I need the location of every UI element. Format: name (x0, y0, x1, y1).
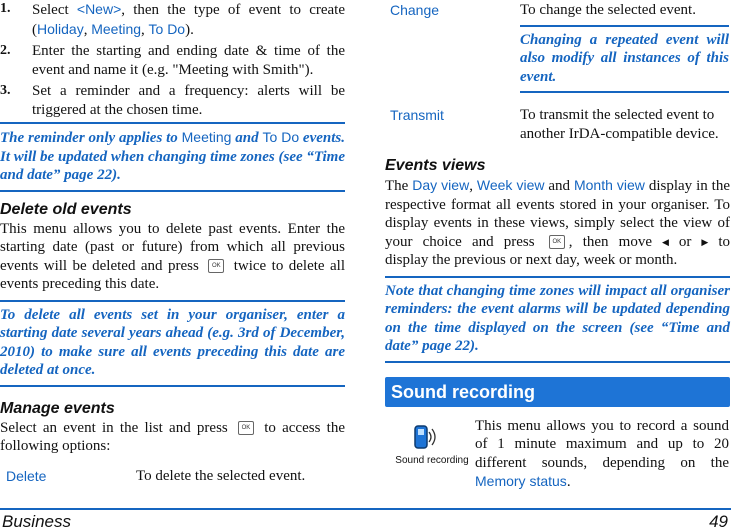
body-text: , (469, 178, 477, 194)
new-link[interactable]: <New> (76, 1, 122, 17)
manage-events-heading: Manage events (0, 399, 115, 417)
ok-key-icon: OK (208, 259, 224, 273)
footer-title: Business (2, 512, 71, 531)
option-row-change (385, 0, 730, 94)
options-table-left (0, 466, 345, 488)
holiday-link[interactable]: Holiday (37, 20, 84, 37)
change-option[interactable]: Change (390, 2, 440, 18)
sound-body (475, 417, 729, 492)
right-arrow-icon: ▶ (701, 236, 709, 247)
step-text: Select (32, 2, 77, 18)
week-view-link[interactable]: Week view (476, 177, 545, 193)
step-text: Set a reminder and a frequency: alerts will be triggered at the chosen time. (32, 83, 345, 118)
body-text: to access the following options: (0, 419, 345, 454)
sound-icon-label: Sound recording (395, 454, 469, 466)
meeting-link[interactable]: Meeting (181, 129, 232, 145)
options-table-right (385, 0, 730, 144)
events-views-body (385, 176, 730, 270)
ok-key-icon: OK (549, 235, 565, 249)
body-text: , then move (568, 233, 652, 250)
body-text: twice to delete all events preceding this date. (0, 257, 346, 292)
ok-key-icon: OK (238, 421, 254, 435)
delete-body (0, 220, 345, 294)
sound-recording-bar: Sound recording (385, 377, 730, 407)
body-text: The (385, 178, 413, 194)
step-number: 3. (0, 83, 11, 98)
events-views-heading: Events views (385, 157, 486, 174)
month-view-link[interactable]: Month view (573, 177, 645, 193)
meeting-link[interactable]: Meeting (91, 20, 142, 37)
manage-body (0, 419, 345, 456)
body-text: display in the respective format all events stored in your organiser. To display events in these views, simply select the view of your choice and press (385, 178, 730, 250)
option-row-delete (0, 466, 345, 488)
page-footer (0, 508, 731, 531)
time-zone-note: Note that changing time zones will impact all organiser reminders: the event alarms will be updated depending on the time displayed on the screen (see “Time and date” page 22). (385, 276, 730, 363)
delete-option[interactable]: Delete (6, 467, 47, 484)
step-number: 1. (0, 1, 11, 16)
option-desc: To transmit the selected event to another IrDA-compatible device. (520, 107, 719, 142)
transmit-option[interactable]: Transmit (390, 107, 444, 123)
note-text: events. It will be updated when changing time zones (see “Time and date” page 22). (0, 130, 346, 183)
step-3 (0, 82, 345, 119)
body-text: Select an event in the list and press (0, 419, 228, 436)
step-number: 2. (0, 43, 11, 58)
memory-status-link[interactable]: Memory status (475, 473, 567, 490)
note-text: and (231, 130, 263, 146)
step-2 (0, 42, 345, 79)
sound-recording-icon (409, 423, 437, 453)
body-text: to display the previous or next day, week or month. (385, 233, 731, 269)
step-text: ). (185, 21, 194, 38)
reminder-note (0, 122, 345, 192)
body-text: This menu allows you to record a sound of 1 minute maximum and up to 20 different sounds, depending on the (475, 417, 729, 471)
option-desc: To change the selected event. (520, 2, 696, 18)
change-note: Changing a repeated event will also modify all instances of this event. (520, 25, 729, 94)
steps-list (0, 0, 345, 119)
body-text: or (678, 233, 692, 250)
body-text: and (544, 178, 574, 194)
todo-link[interactable]: To Do (148, 20, 186, 37)
todo-link[interactable]: To Do (262, 129, 300, 145)
option-desc: To delete the selected event. (136, 467, 306, 484)
step-text: , then the type of event to create ( (32, 2, 346, 38)
delete-note: To delete all events set in your organiser, enter a starting date several years ahead (e.g. 3rd of December, 2010) to make sure all events preceding this date are deleted at once. (0, 300, 345, 387)
step-text: Enter the starting and ending date & time of the event and name it (e.g. "Meeting with Smith"). (32, 43, 345, 78)
sound-section (385, 417, 730, 497)
delete-old-events-heading: Delete old events (0, 200, 132, 218)
left-arrow-icon: ◀ (662, 236, 669, 247)
option-row-transmit (385, 94, 730, 144)
day-view-link[interactable]: Day view (412, 177, 470, 193)
sound-icon-block (397, 423, 477, 466)
page-number: 49 (709, 512, 728, 531)
step-1: 1. Select <New>, then the type of event to create (Holiday, Meeting, To Do). (0, 1, 346, 38)
left-column (0, 0, 345, 487)
right-column (385, 0, 730, 497)
note-text: The reminder only applies to (0, 130, 182, 146)
body-text: . (566, 474, 571, 491)
body-text: This menu allows you to delete past events. Enter the starting date (past or future) from which all previous events will be deleted and press (0, 220, 345, 274)
